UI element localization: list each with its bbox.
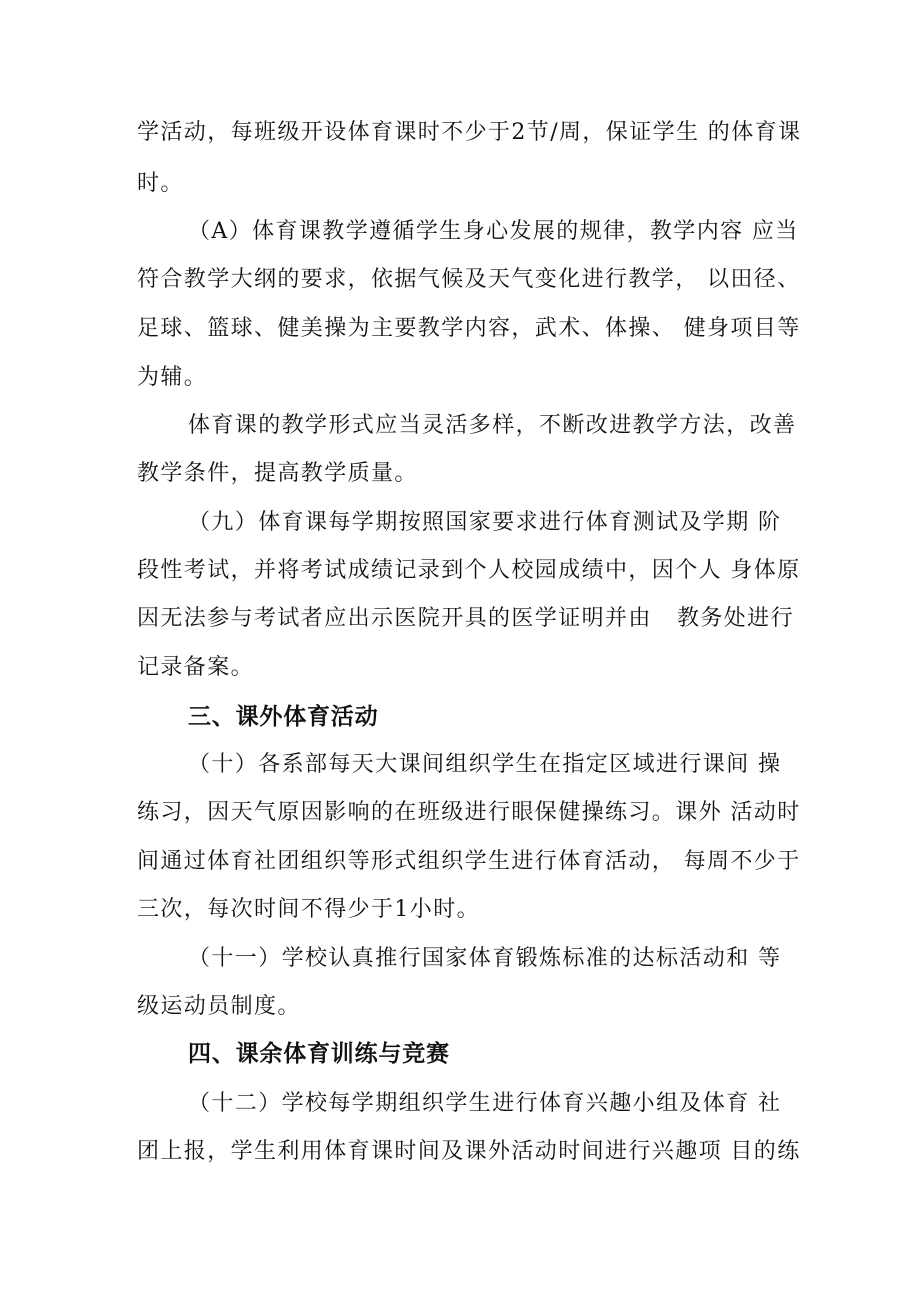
paragraph-line: 为辅。 — [137, 365, 208, 390]
paragraph-line: 团上报，学生利用体育课时间及课外活动时间进行兴趣项 目的练 — [137, 1139, 801, 1164]
paragraph-line: 时。 — [137, 171, 184, 196]
paragraph-line: （十二）学校每学期组织学生进行体育兴趣小组及体育 社 — [188, 1091, 782, 1116]
paragraph-line: 因无法参与考试者应出示医院开具的医学证明并由 教务处进行 — [137, 606, 794, 631]
paragraph-line: （九）体育课每学期按照国家要求进行体育测试及学期 阶 — [188, 510, 782, 535]
paragraph-line: 三次，每次时间不得少于1小时。 — [137, 897, 480, 922]
paragraph-line: 间通过体育社团组织等形式组织学生进行体育活动， 每周不少于 — [137, 849, 801, 874]
paragraph-line: 段性考试，并将考试成绩记录到个人校园成绩中，因个人 身体原 — [137, 558, 801, 583]
paragraph-line: （十一）学校认真推行国家体育锻炼标准的达标活动和 等 — [188, 946, 782, 971]
paragraph-line: 教学条件，提高教学质量。 — [137, 461, 418, 486]
paragraph-line: （十）各系部每天大课间组织学生在指定区域进行课间 操 — [188, 752, 782, 777]
section-heading: 四、课余体育训练与竞赛 — [188, 1041, 450, 1067]
paragraph-line: 学活动，每班级开设体育课时不少于2节/周，保证学生 的体育课 — [137, 120, 802, 145]
paragraph-line: 记录备案。 — [137, 655, 255, 680]
section-heading: 三、课外体育活动 — [188, 704, 379, 730]
paragraph-line: 级运动员制度。 — [137, 994, 301, 1019]
paragraph-line: （A）体育课教学遵循学生身心发展的规律，教学内容 应当 — [188, 219, 799, 244]
paragraph-line: 符合教学大纲的要求，依据气候及天气变化进行教学， 以田径、 — [137, 267, 801, 292]
paragraph-line: 足球、篮球、健美操为主要教学内容，武术、体操、 健身项目等 — [137, 316, 801, 341]
paragraph-line: 体育课的教学形式应当灵活多样，不断改进教学方法，改善 — [188, 413, 797, 438]
paragraph-line: 练习，因天气原因影响的在班级进行眼保健操练习。课外 活动时 — [137, 800, 801, 825]
